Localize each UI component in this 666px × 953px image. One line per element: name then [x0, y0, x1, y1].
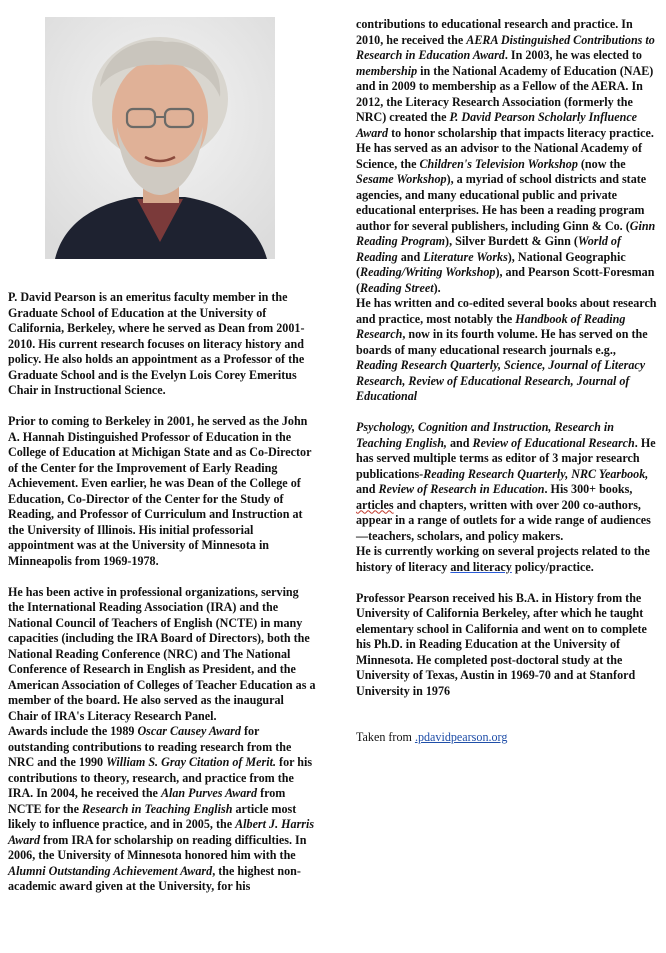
right-column	[356, 17, 660, 746]
source-line	[356, 730, 660, 746]
awards-continued-paragraph: contributions to educational research and practice. In 2010, he received the AERA Distinguished Contributions to Research in Education Award. In 2003, he was elected to membership in the National Academy of Education (NAE) and in 2009 to membership as a Fellow of the AERA. In 2012, the Literacy Research Association (formerly the NRC) created the P. David Pearson Scholarly Influence Award to honor scholarship that impacts literacy practice.	[356, 17, 655, 140]
bio-intro-paragraph: P. David Pearson is an emeritus faculty member in the Graduate School of Education at the University of California, Berkeley, where he served as Dean from 2001-2010. His current research focuses on literacy history and policy. He also holds an appointment as a Professor of the Graduate School and is the Evelyn Lois Corey Emeritus Chair in Instructional Science.	[8, 290, 305, 397]
organizations-paragraph: He has been active in professional organizations, serving the International Reading Association (IRA) and the National Council of Teachers of English (NCTE) in many capacities (including the IRA Board of Directors), both the National Reading Conference (NRC) and The National Conference of Research in English as President, and the American Association of Colleges of Teacher Education as a member of the board. He also served as the inaugural Chair of IRA's Literacy Research Panel.	[8, 584, 316, 723]
advisor-paragraph: He has served as an advisor to the National Academy of Science, the Children's Television Workshop (now the Sesame Workshop), a myriad of school districts and state agencies, and many educational public and private educational enterprises. He has been a reading program author for several publishers, including Ginn & Co. (Ginn Reading Program), Silver Burdett & Ginn (World of Reading and Literature Works), National Geographic (Reading/Writing Workshop), and Pearson Scott-Foresman (Reading Street).	[356, 141, 656, 295]
source-label: Taken from	[356, 730, 415, 744]
current-work-paragraph: He is currently working on several projects related to the history of literacy and literacy policy/practice.	[356, 544, 650, 574]
career-paragraph: Prior to coming to Berkeley in 2001, he served as the John A. Hannah Distinguished Professor of Education in the College of Education at Michigan State and as Co-Director of the Center for the Improvement of Early Reading Achievement. Even earlier, he was Dean of the College of Education, Co-Director of the Center for the Study of Reading, and Professor of Curriculum and Instruction at the University of Illinois. His initial professorial appointment was at the University of Minnesota in Minneapolis from 1969-1978.	[8, 414, 312, 568]
source-link[interactable]: .pdavidpearson.org	[414, 730, 508, 744]
education-paragraph: Professor Pearson received his B.A. in History from the University of California Berkeley, after which he taught elementary school in California and went on to complete his Ph.D. in Reading Education at the University of Minnesota. He completed post-doctoral study at the University of Texas, Austin in 1969-70 and at Stanford University in 1976	[356, 590, 647, 698]
awards-paragraph: Awards include the 1989 Oscar Causey Award for outstanding contributions to reading research from the NRC and the 1990 William S. Gray Citation of Merit. for his contributions to theory, research, and practice from the IRA. In 2004, he received the Alan Purves Award from NCTE for the Research in Teaching English article most likely to influence practice, and in 2005, the Albert J. Harris Award from IRA for scholarship on reading difficulties. In 2006, the University of Minnesota honored him with the Alumni Outstanding Achievement Award, the highest non-academic award given at the University, for his	[8, 724, 315, 893]
left-column	[8, 290, 316, 895]
books-paragraph: He has written and co-edited several books about research and practice, most notably the Handbook of Reading Research, now in its fourth volume. He has served on the boards of many educational research journals e.g., Reading Research Quarterly, Science, Journal of Literacy Research, Review of Educational Research, Journal of Educational	[356, 296, 657, 403]
editor-paragraph: Psychology, Cognition and Instruction, Research in Teaching English, and Review of Educational Research. He has served multiple terms as editor of 3 major research publications-Reading Research Quarterly, NRC Yearbook, and Review of Research in Education. His 300+ books, articles and chapters, written with over 200 co-authors, appear in a range of outlets for a wide range of audiences—teachers, scholars, and policy makers.	[356, 420, 656, 543]
portrait-photo	[45, 17, 275, 259]
